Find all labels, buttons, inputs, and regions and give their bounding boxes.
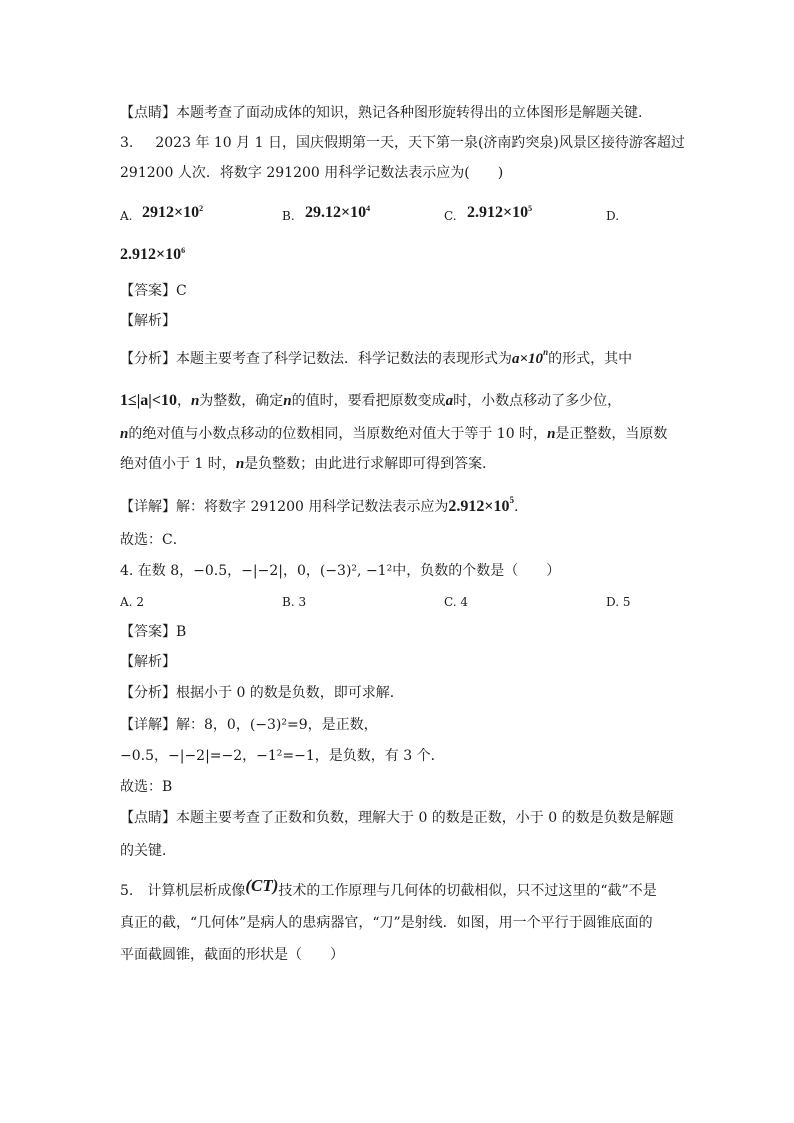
- q3-option-b-letter: B.: [282, 209, 295, 223]
- formula-a-times-10-n: $a\times 10^n$: [512, 347, 549, 367]
- q4-choose: 故选：B: [120, 779, 173, 795]
- q4-option-c: C. 4: [444, 595, 469, 609]
- q5-stem-line1: 5. 计算机层析成像(CT)技术的工作原理与几何体的切截相似，只不过这里的“截”不是: [120, 876, 657, 899]
- q3-option-d-value: $2.912\times 10^6$: [120, 246, 186, 263]
- q3-answer: 【答案】C: [120, 283, 187, 299]
- q4-stem: 4. 在数 8，−0.5，−|−2|，0，(−3)², −1²中，负数的个数是（ ）: [120, 563, 561, 579]
- detail-formula: $2.912\times 10^5$: [448, 495, 514, 515]
- q4-option-a: A. 2: [120, 595, 144, 609]
- q3-option-d-letter: D.: [606, 209, 620, 223]
- q4-answer: 【答案】B: [120, 624, 187, 640]
- q3-analysis-line2: 1≤|a|<10，n为整数，确定n的值时，要看把原数变成a时，小数点移动了多少位，: [120, 392, 622, 409]
- ct-formula: (CT): [245, 876, 279, 895]
- q3-stem-text1: 2023 年 10 月 1 日，国庆假期第一天，天下第一泉(济南趵突泉)风景区接待游客超过: [155, 135, 685, 151]
- q3-option-a-value: $2912\times 10^2$: [142, 204, 204, 221]
- q4-note-line2: 的关键．: [120, 843, 176, 859]
- q3-option-c-value: $2.912\times 10^5$: [467, 204, 533, 221]
- q3-detail: 【详解】解：将数字 291200 用科学记数法表示应为$2.912\times 10^5$.: [120, 495, 519, 515]
- q5-stem-line3: 平面截圆锥，截面的形状是（ ）: [120, 947, 344, 963]
- q4-analysis: 【分析】根据小于 0 的数是负数，即可求解．: [120, 685, 404, 701]
- q4-detail-line1: 【详解】解：8，0，(−3)²=9，是正数，: [120, 717, 378, 733]
- q4-detail-line2: −0.5，−|−2|=−2，−1²=−1，是负数，有 3 个．: [120, 748, 445, 764]
- q4-note-line1: 【点睛】本题主要考查了正数和负数，理解大于 0 的数是正数，小于 0 的数是负数是解题: [120, 810, 674, 826]
- q3-option-a-letter: A.: [120, 209, 133, 223]
- q3-number: 3.: [120, 135, 134, 151]
- q3-analysis-line4: 绝对值小于 1 时，n是负整数；由此进行求解即可得到答案．: [120, 456, 497, 472]
- q3-choose: 故选：C．: [120, 532, 187, 548]
- q3-analysis-head: 【解析】: [120, 313, 176, 329]
- q3-option-b-value: $29.12\times 10^4$: [305, 204, 371, 221]
- q4-analysis-head: 【解析】: [120, 654, 176, 670]
- q4-option-b: B. 3: [282, 595, 307, 609]
- q3-stem-line2: 291200 人次．将数字 291200 用科学记数法表示应为( ): [120, 165, 504, 181]
- q5-stem-line2: 真正的截，“几何体”是病人的患病器官，“刀”是射线．如图，用一个平行于圆锥底面的: [120, 915, 653, 931]
- inequality: 1≤|a|<10: [120, 392, 177, 409]
- q3-option-c-letter: C.: [444, 209, 457, 223]
- q3-analysis-line1: 【分析】本题主要考查了科学记数法．科学记数法的表现形式为$a\times 10^n$的形式，其中: [120, 347, 633, 367]
- q3-stem-line1: [120, 133, 685, 153]
- q3-analysis-line3: n的绝对值与小数点移动的位数相同，当原数绝对值大于等于 10 时，n是正整数，当原数: [120, 426, 668, 442]
- q4-option-d: D. 5: [606, 595, 631, 609]
- prev-note: 【点睛】本题考查了面动成体的知识，熟记各种图形旋转得出的立体图形是解题关键.: [120, 105, 643, 121]
